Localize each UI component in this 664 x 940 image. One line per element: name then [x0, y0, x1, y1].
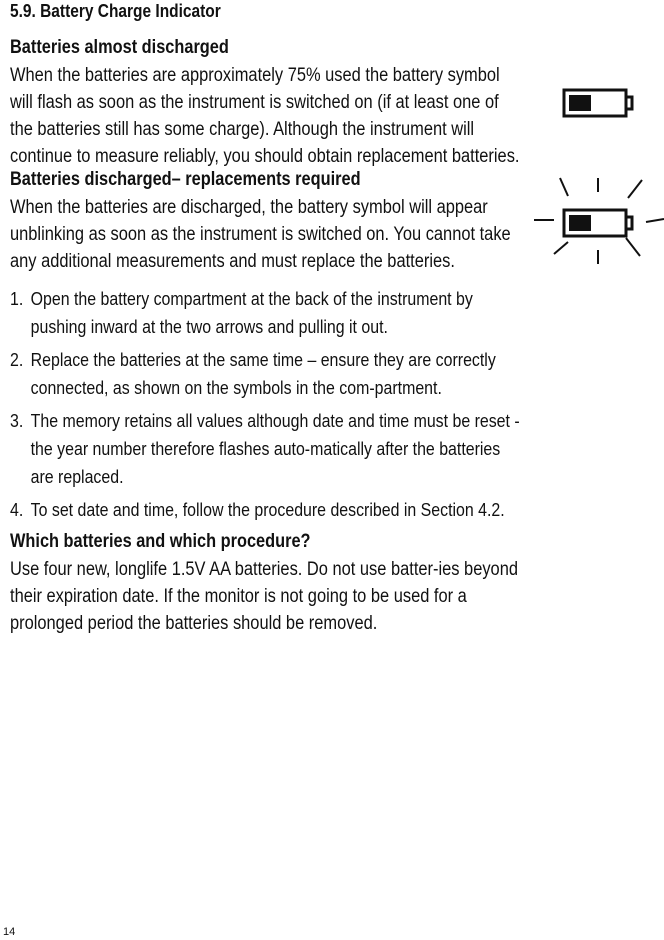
which-batteries-text: Use four new, longlife 1.5V AA batteries. Do not use batter-ies beyond their expiration date. If the monitor is not going to be used for a prolonged period the batteries should be removed. [10, 559, 518, 634]
battery-low-icon [562, 88, 638, 125]
step-text: The memory retains all values although date and time must be reset - the year number therefore flashes auto-matically after the batteries are replaced. [30, 410, 520, 487]
step-number: 2. [10, 349, 24, 370]
step-number: 3. [10, 410, 24, 431]
list-item [10, 346, 523, 402]
replacement-steps [10, 285, 520, 524]
almost-discharged-text: When the batteries are approximately 75% used the battery symbol will flash as soon as the instrument is switched on (if at least one of the batteries still has some charge). Although the instrument will continue to measure reliably, you should obtain replacement batteries. [10, 65, 520, 167]
almost-discharged-heading: Batteries almost discharged [10, 37, 229, 58]
which-batteries-heading: Which batteries and which procedure? [10, 531, 311, 552]
step-text: To set date and time, follow the procedure described in Section 4.2. [30, 499, 505, 520]
step-number: 4. [10, 499, 24, 520]
battery-flashing-icon [530, 176, 664, 277]
discharged-heading: Batteries discharged– replacements required [10, 169, 361, 190]
step-text: Open the battery compartment at the back of the instrument by pushing inward at the two arrows and pulling it out. [30, 288, 473, 337]
list-item [10, 496, 523, 524]
page-number: 14 [3, 926, 16, 938]
page-content [10, 0, 520, 637]
list-item [10, 285, 523, 341]
discharged-text: When the batteries are discharged, the battery symbol will appear unblinking as soon as the instrument is switched on. You cannot take any additional measurements and must replace the batteries. [10, 197, 511, 272]
list-item [10, 407, 523, 491]
step-number: 1. [10, 288, 24, 309]
section-title: 5.9. Battery Charge Indicator [10, 1, 221, 21]
step-text: Replace the batteries at the same time – ensure they are correctly connected, as shown on the symbols in the com-partment. [30, 349, 496, 398]
